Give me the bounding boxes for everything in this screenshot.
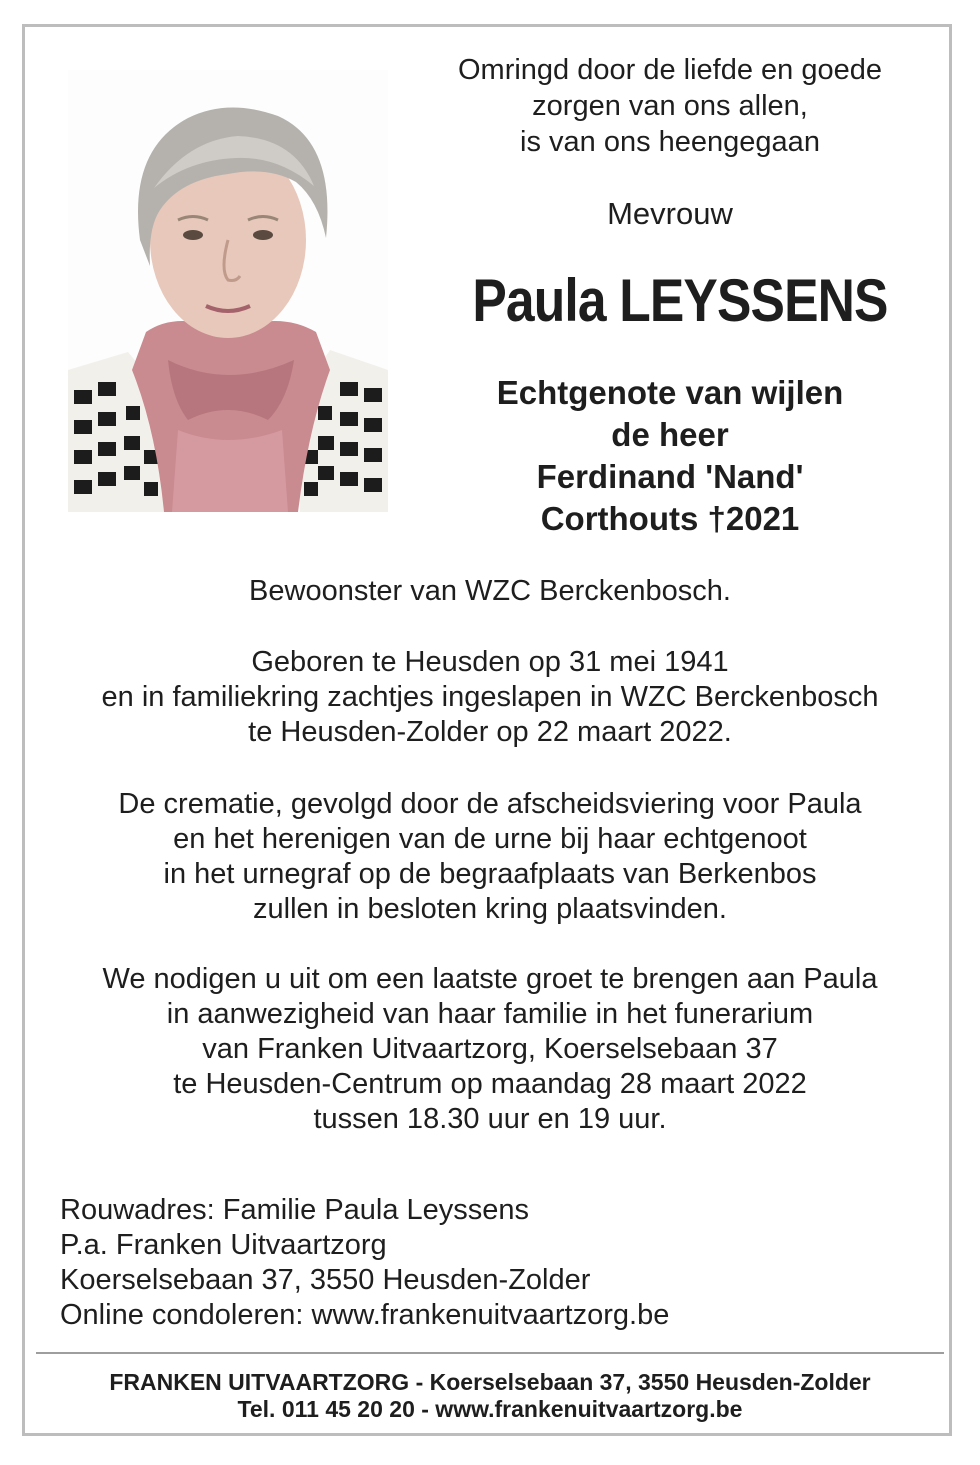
intro-line: zorgen van ons allen, <box>532 90 808 122</box>
spouse-line: Corthouts †2021 <box>540 500 800 537</box>
ceremony-block <box>40 787 940 927</box>
intro-line: is van ons heengegaan <box>520 126 820 158</box>
deceased-name: Paula LEYSSENS <box>472 267 888 334</box>
spouse-line: de heer <box>611 416 729 453</box>
visitation-line: in aanwezigheid van haar familie in het funerarium <box>166 998 814 1030</box>
visitation-block <box>40 962 940 1137</box>
footer-line: FRANKEN UITVAARTZORG - Koerselsebaan 37, 3550 Heusden-Zolder <box>109 1369 871 1395</box>
visitation-line: tussen 18.30 uur en 19 uur. <box>313 1103 667 1135</box>
address-line: Koerselsebaan 37, 3550 Heusden-Zolder <box>60 1264 591 1296</box>
ceremony-line: De crematie, gevolgd door de afscheidsviering voor Paula <box>118 788 862 820</box>
intro-text <box>400 52 940 160</box>
ceremony-line: zullen in besloten kring plaatsvinden. <box>253 893 727 925</box>
footer-divider <box>36 1352 944 1354</box>
footer <box>40 1369 940 1423</box>
address-line: P.a. Franken Uitvaartzorg <box>60 1229 387 1261</box>
birth-death-line: Geboren te Heusden op 31 mei 1941 <box>251 646 729 678</box>
honorific: Mevrouw <box>607 196 733 231</box>
ceremony-line: en het herenigen van de urne bij haar echtgenoot <box>173 823 807 855</box>
birth-death-line: en in familiekring zachtjes ingeslapen in WZC Berckenbosch <box>101 681 879 713</box>
portrait-photo <box>68 70 388 512</box>
footer-line: Tel. 011 45 20 20 - www.frankenuitvaartzorg.be <box>237 1396 743 1422</box>
address-line: Online condoleren: www.frankenuitvaartzorg.be <box>60 1299 670 1331</box>
birth-death-line: te Heusden-Zolder op 22 maart 2022. <box>248 716 732 748</box>
address-block <box>60 1193 940 1333</box>
address-line: Rouwadres: Familie Paula Leyssens <box>60 1194 530 1226</box>
ceremony-line: in het urnegraf op de begraafplaats van Berkenbos <box>163 858 817 890</box>
residence-block <box>40 574 940 609</box>
visitation-line: te Heusden-Centrum op maandag 28 maart 2022 <box>173 1068 807 1100</box>
residence-line: Bewoonster van WZC Berckenbosch. <box>249 575 731 607</box>
intro-line: Omringd door de liefde en goede <box>457 54 882 86</box>
visitation-line: van Franken Uitvaartzorg, Koerselsebaan 37 <box>202 1033 778 1065</box>
spouse-block <box>400 372 940 540</box>
spouse-line: Echtgenote van wijlen <box>496 374 844 411</box>
visitation-line: We nodigen u uit om een laatste groet te brengen aan Paula <box>102 963 878 995</box>
birth-death-block <box>40 645 940 750</box>
spouse-line: Ferdinand 'Nand' <box>536 458 804 495</box>
